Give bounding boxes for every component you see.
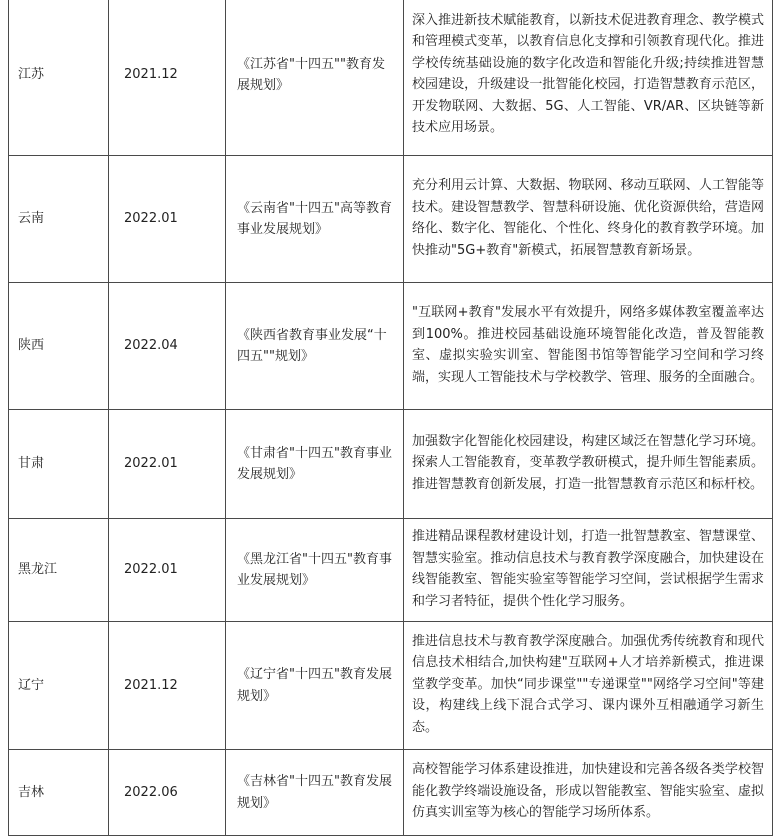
date-cell: 2022.01: [109, 156, 226, 283]
table-row: [9, 283, 773, 410]
document-title-cell: 《黑龙江省"十四五"教育事业发展规划》: [226, 519, 404, 622]
document-title-cell: 《江苏省"十四五""教育发展规划》: [226, 0, 404, 156]
province-cell: 甘肃: [9, 410, 109, 519]
date-cell: 2022.01: [109, 519, 226, 622]
description-cell: 推进信息技术与教育教学深度融合。加强优秀传统教育和现代信息技术相结合,加快构建"互联网+人才培养新模式，推进课堂教学变革。加快“同步课堂""专递课堂""网络学习空间"等建设，构建线上线下混合式学习、课内课外互相融通学习新生态。: [404, 622, 773, 750]
education-policy-table: [8, 0, 773, 836]
table-row: [9, 519, 773, 622]
description-cell: 充分利用云计算、大数据、物联网、移动互联网、人工智能等技术。建设智慧教学、智慧科研设施、优化资源供给，营造网络化、数字化、智能化、个性化、终身化的教育教学环境。加快推动"5G+教育"新模式，拓展智慧教育新场景。: [404, 156, 773, 283]
date-cell: 2021.12: [109, 0, 226, 156]
date-cell: 2022.06: [109, 750, 226, 836]
description-cell: 深入推进新技术赋能教育，以新技术促进教育理念、教学模式和管理模式变革，以教育信息化支撑和引领教育现代化。推进学校传统基础设施的数字化改造和智能化升级;持续推进智慧校园建设，升级建设一批智能化校园，打造智慧教育示范区，开发物联网、大数据、5G、人工智能、VR/AR、区块链等新技术应用场景。: [404, 0, 773, 156]
date-cell: 2022.01: [109, 410, 226, 519]
province-cell: 辽宁: [9, 622, 109, 750]
table-row: [9, 750, 773, 836]
description-cell: 推进精品课程教材建设计划，打造一批智慧教室、智慧课堂、智慧实验室。推动信息技术与教育教学深度融合，加快建设在线智能教室、智能实验室等智能学习空间，尝试根据学生需求和学习者特征，提供个性化学习服务。: [404, 519, 773, 622]
province-cell: 吉林: [9, 750, 109, 836]
date-cell: 2022.04: [109, 283, 226, 410]
document-title-cell: 《辽宁省"十四五"教育发展规划》: [226, 622, 404, 750]
table-row: [9, 0, 773, 156]
date-cell: 2021.12: [109, 622, 226, 750]
table-row: [9, 410, 773, 519]
province-cell: 陕西: [9, 283, 109, 410]
description-cell: "互联网+教育"发展水平有效提升，网络多媒体教室覆盖率达到100%。推进校园基础设施环境智能化改造，普及智能教室、虚拟实验实训室、智能图书馆等智能学习空间和学习终端，实现人工智能技术与学校教学、管理、服务的全面融合。: [404, 283, 773, 410]
province-cell: 江苏: [9, 0, 109, 156]
document-title-cell: 《云南省"十四五"高等教育事业发展规划》: [226, 156, 404, 283]
description-cell: 高校智能学习体系建设推进，加快建设和完善各级各类学校智能化教学终端设施设备，形成以智能教室、智能实验室、虚拟仿真实训室等为核心的智能学习场所体系。: [404, 750, 773, 836]
document-title-cell: 《甘肃省"十四五"教育事业发展规划》: [226, 410, 404, 519]
description-cell: 加强数字化智能化校园建设，构建区域泛在智慧化学习环境。探索人工智能教育，变革教学教研模式，提升师生智能素质。推进智慧教育创新发展，打造一批智慧教育示范区和标杆校。: [404, 410, 773, 519]
province-cell: 云南: [9, 156, 109, 283]
document-title-cell: 《陕西省教育事业发展“十四五""规划》: [226, 283, 404, 410]
table-row: [9, 622, 773, 750]
table-row: [9, 156, 773, 283]
province-cell: 黑龙江: [9, 519, 109, 622]
document-title-cell: 《吉林省"十四五"教育发展规划》: [226, 750, 404, 836]
